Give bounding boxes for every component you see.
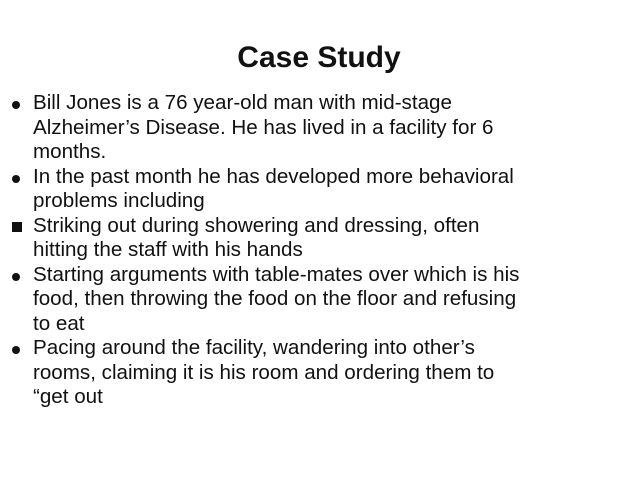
bullet-line: months. xyxy=(33,140,107,163)
bullet-line: In the past month he has developed more behavioral xyxy=(33,164,514,188)
bullet-line: “get out xyxy=(33,385,103,408)
bullet-dot-icon xyxy=(12,336,28,361)
bullet-item xyxy=(12,263,630,337)
bullet-line: food, then throwing the food on the floor and refusing xyxy=(33,287,517,310)
bullet-line: Pacing around the facility, wandering into other’s xyxy=(33,336,475,359)
bullet-line: Bill Jones is a 76 year-old man with mid-stage xyxy=(33,91,452,114)
bullet-line: to eat xyxy=(33,311,85,335)
bullet-item xyxy=(12,91,630,165)
slide-title: Case Study xyxy=(237,41,401,74)
bullet-dot-icon xyxy=(12,165,28,190)
bullet-item xyxy=(12,214,630,263)
bullet-dot-icon xyxy=(12,263,28,288)
bullet-item xyxy=(12,165,630,214)
bullet-square-icon xyxy=(12,214,28,239)
bullet-line: Starting arguments with table-mates over which is his xyxy=(33,262,520,286)
bullet-line: Striking out during showering and dressing, often xyxy=(33,213,480,237)
bullet-dot-icon xyxy=(12,91,28,116)
bullet-line: problems including xyxy=(33,189,205,212)
bullet-item xyxy=(12,336,630,410)
bullet-list xyxy=(12,91,630,410)
bullet-line: Alzheimer’s Disease. He has lived in a facility for 6 xyxy=(33,115,494,139)
bullet-line: hitting the staff with his hands xyxy=(33,238,303,261)
bullet-line: rooms, claiming it is his room and ordering them to xyxy=(33,360,495,384)
